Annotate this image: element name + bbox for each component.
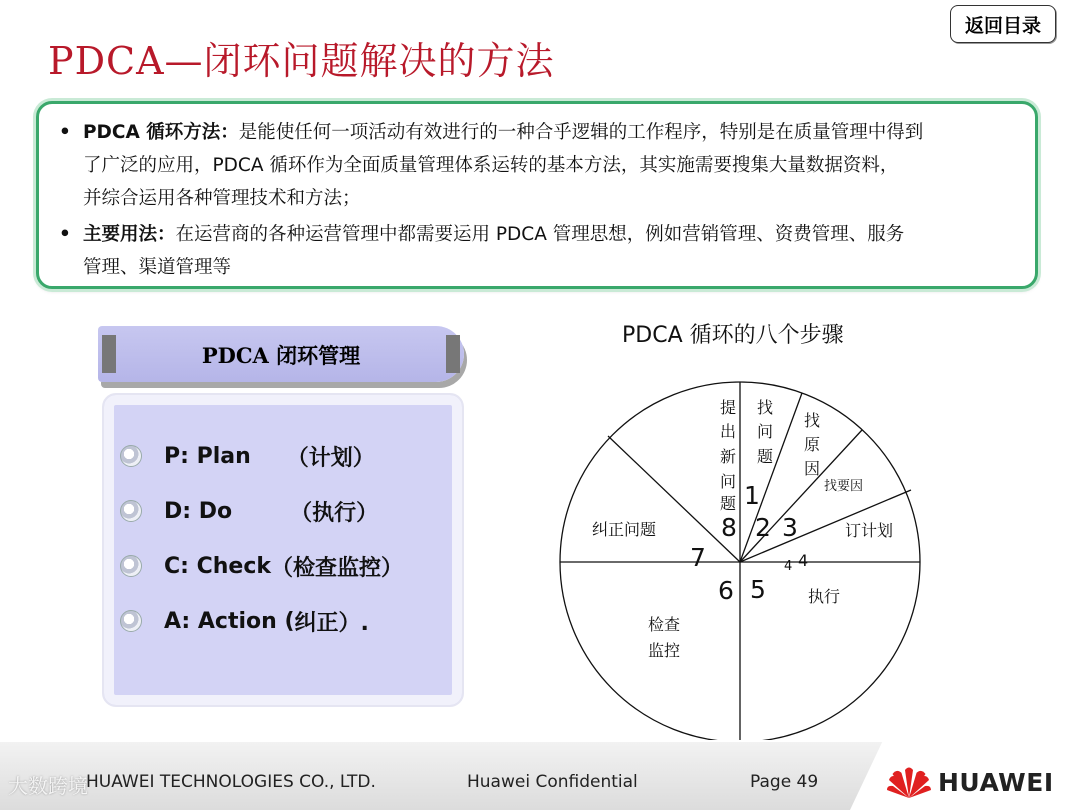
intro-term: 主要用法：: [83, 224, 176, 245]
intro-text: 管理、渠道管理等: [83, 257, 232, 278]
intro-text: 是能使任何一项活动有效进行的一种合乎逻辑的工作程序，特别是在质量管理中得到: [238, 122, 924, 143]
wheel-label-step6: 执行: [808, 587, 841, 606]
back-to-contents-button[interactable]: 返回目录: [950, 5, 1056, 43]
intro-text: 了广泛的应用，PDCA 循环作为全面质量管理体系运转的基本方法，其实施需要搜集大量数据资料，: [83, 155, 899, 176]
pdca-desc: 纠正）.: [294, 610, 369, 636]
intro-text: 在运营商的各种运营管理中都需要运用 PDCA 管理思想，例如营销管理、资费管理、服务: [175, 224, 905, 245]
pdca-panel-header: [98, 326, 464, 382]
bullet-ring-icon: [120, 500, 142, 522]
wheel-label-step2: [757, 398, 773, 466]
intro-item-main-usage: [59, 218, 1019, 284]
wheel-label-char: 找: [757, 398, 774, 417]
wheel-label-step7-line2: 监控: [648, 641, 681, 660]
pdca-panel-title: PDCA 闭环管理: [201, 343, 361, 368]
pdca-row-plan: [120, 441, 375, 471]
huawei-flower-icon: [886, 764, 932, 800]
wheel-label-step7-line1: 检查: [648, 615, 681, 634]
pdca-list-box: [102, 393, 464, 707]
wheel-label-char: 提: [720, 398, 737, 417]
wheel-label-step1: [720, 398, 736, 513]
wheel-label-step4: 找要因: [824, 479, 864, 494]
pdca-eight-steps-wheel: [550, 380, 930, 740]
pdca-code: C: Check: [164, 553, 272, 579]
wheel-label-step8: 纠正问题: [592, 520, 657, 539]
pdca-code: D: Do: [164, 498, 233, 524]
pdca-row-check: [120, 551, 403, 581]
wheel-label-char: 题: [720, 494, 737, 513]
pdca-code: A: Action (: [164, 608, 295, 634]
pdca-code: P: Plan: [164, 443, 251, 469]
wheel-number-8: 8: [721, 513, 737, 542]
page-title: PDCA—闭环问题解决的方法: [48, 39, 555, 83]
bullet-icon: •: [59, 122, 71, 143]
wheel-label-char: 找: [804, 411, 821, 430]
huawei-logo: [886, 762, 1054, 802]
pdca-desc: （检查监控）: [271, 555, 404, 581]
pdca-desc: （执行）: [290, 500, 379, 526]
wheel-label-char: 题: [757, 447, 774, 466]
wheel-number-6: 6: [718, 576, 734, 605]
wheel-label-char: 新: [720, 447, 737, 466]
wheel-title: PDCA 循环的八个步骤: [622, 323, 844, 348]
footer-page-number: Page 49: [750, 772, 819, 792]
wheel-number-2: 2: [755, 513, 771, 542]
footer-company: HUAWEI TECHNOLOGIES CO., LTD.: [86, 772, 376, 792]
bullet-ring-icon: [120, 445, 142, 467]
wheel-number-3: 3: [782, 513, 798, 542]
wheel-label-char: 原: [804, 435, 821, 454]
wheel-label-char: 因: [804, 459, 821, 478]
wheel-number-4a: 4: [784, 559, 793, 574]
wheel-label-char: 出: [720, 422, 737, 441]
watermark: 大数跨境: [8, 774, 88, 798]
wheel-label-step5: 订计划: [845, 521, 894, 540]
bullet-ring-icon: [120, 610, 142, 632]
intro-text: 并综合运用各种管理技术和方法；: [83, 188, 361, 209]
wheel-label-step3: [804, 411, 820, 478]
wheel-number-1: 1: [744, 481, 760, 510]
intro-term: PDCA 循环方法：: [83, 122, 239, 143]
wheel-number-5: 5: [750, 575, 766, 604]
wheel-label-char: 问: [720, 472, 737, 491]
intro-box: [36, 101, 1038, 289]
wheel-label-char: 问: [757, 422, 774, 441]
footer-confidential: Huawei Confidential: [467, 772, 638, 792]
intro-item-pdca-method: [59, 116, 1019, 215]
wheel-number-7: 7: [690, 543, 706, 572]
bullet-ring-icon: [120, 555, 142, 577]
pdca-row-do: [120, 496, 378, 526]
wheel-number-4b: 4: [798, 551, 809, 570]
huawei-logo-text: HUAWEI: [938, 767, 1054, 797]
pdca-desc: （计划）: [286, 445, 375, 471]
pdca-row-action: [120, 606, 369, 636]
bullet-icon: •: [59, 224, 71, 245]
